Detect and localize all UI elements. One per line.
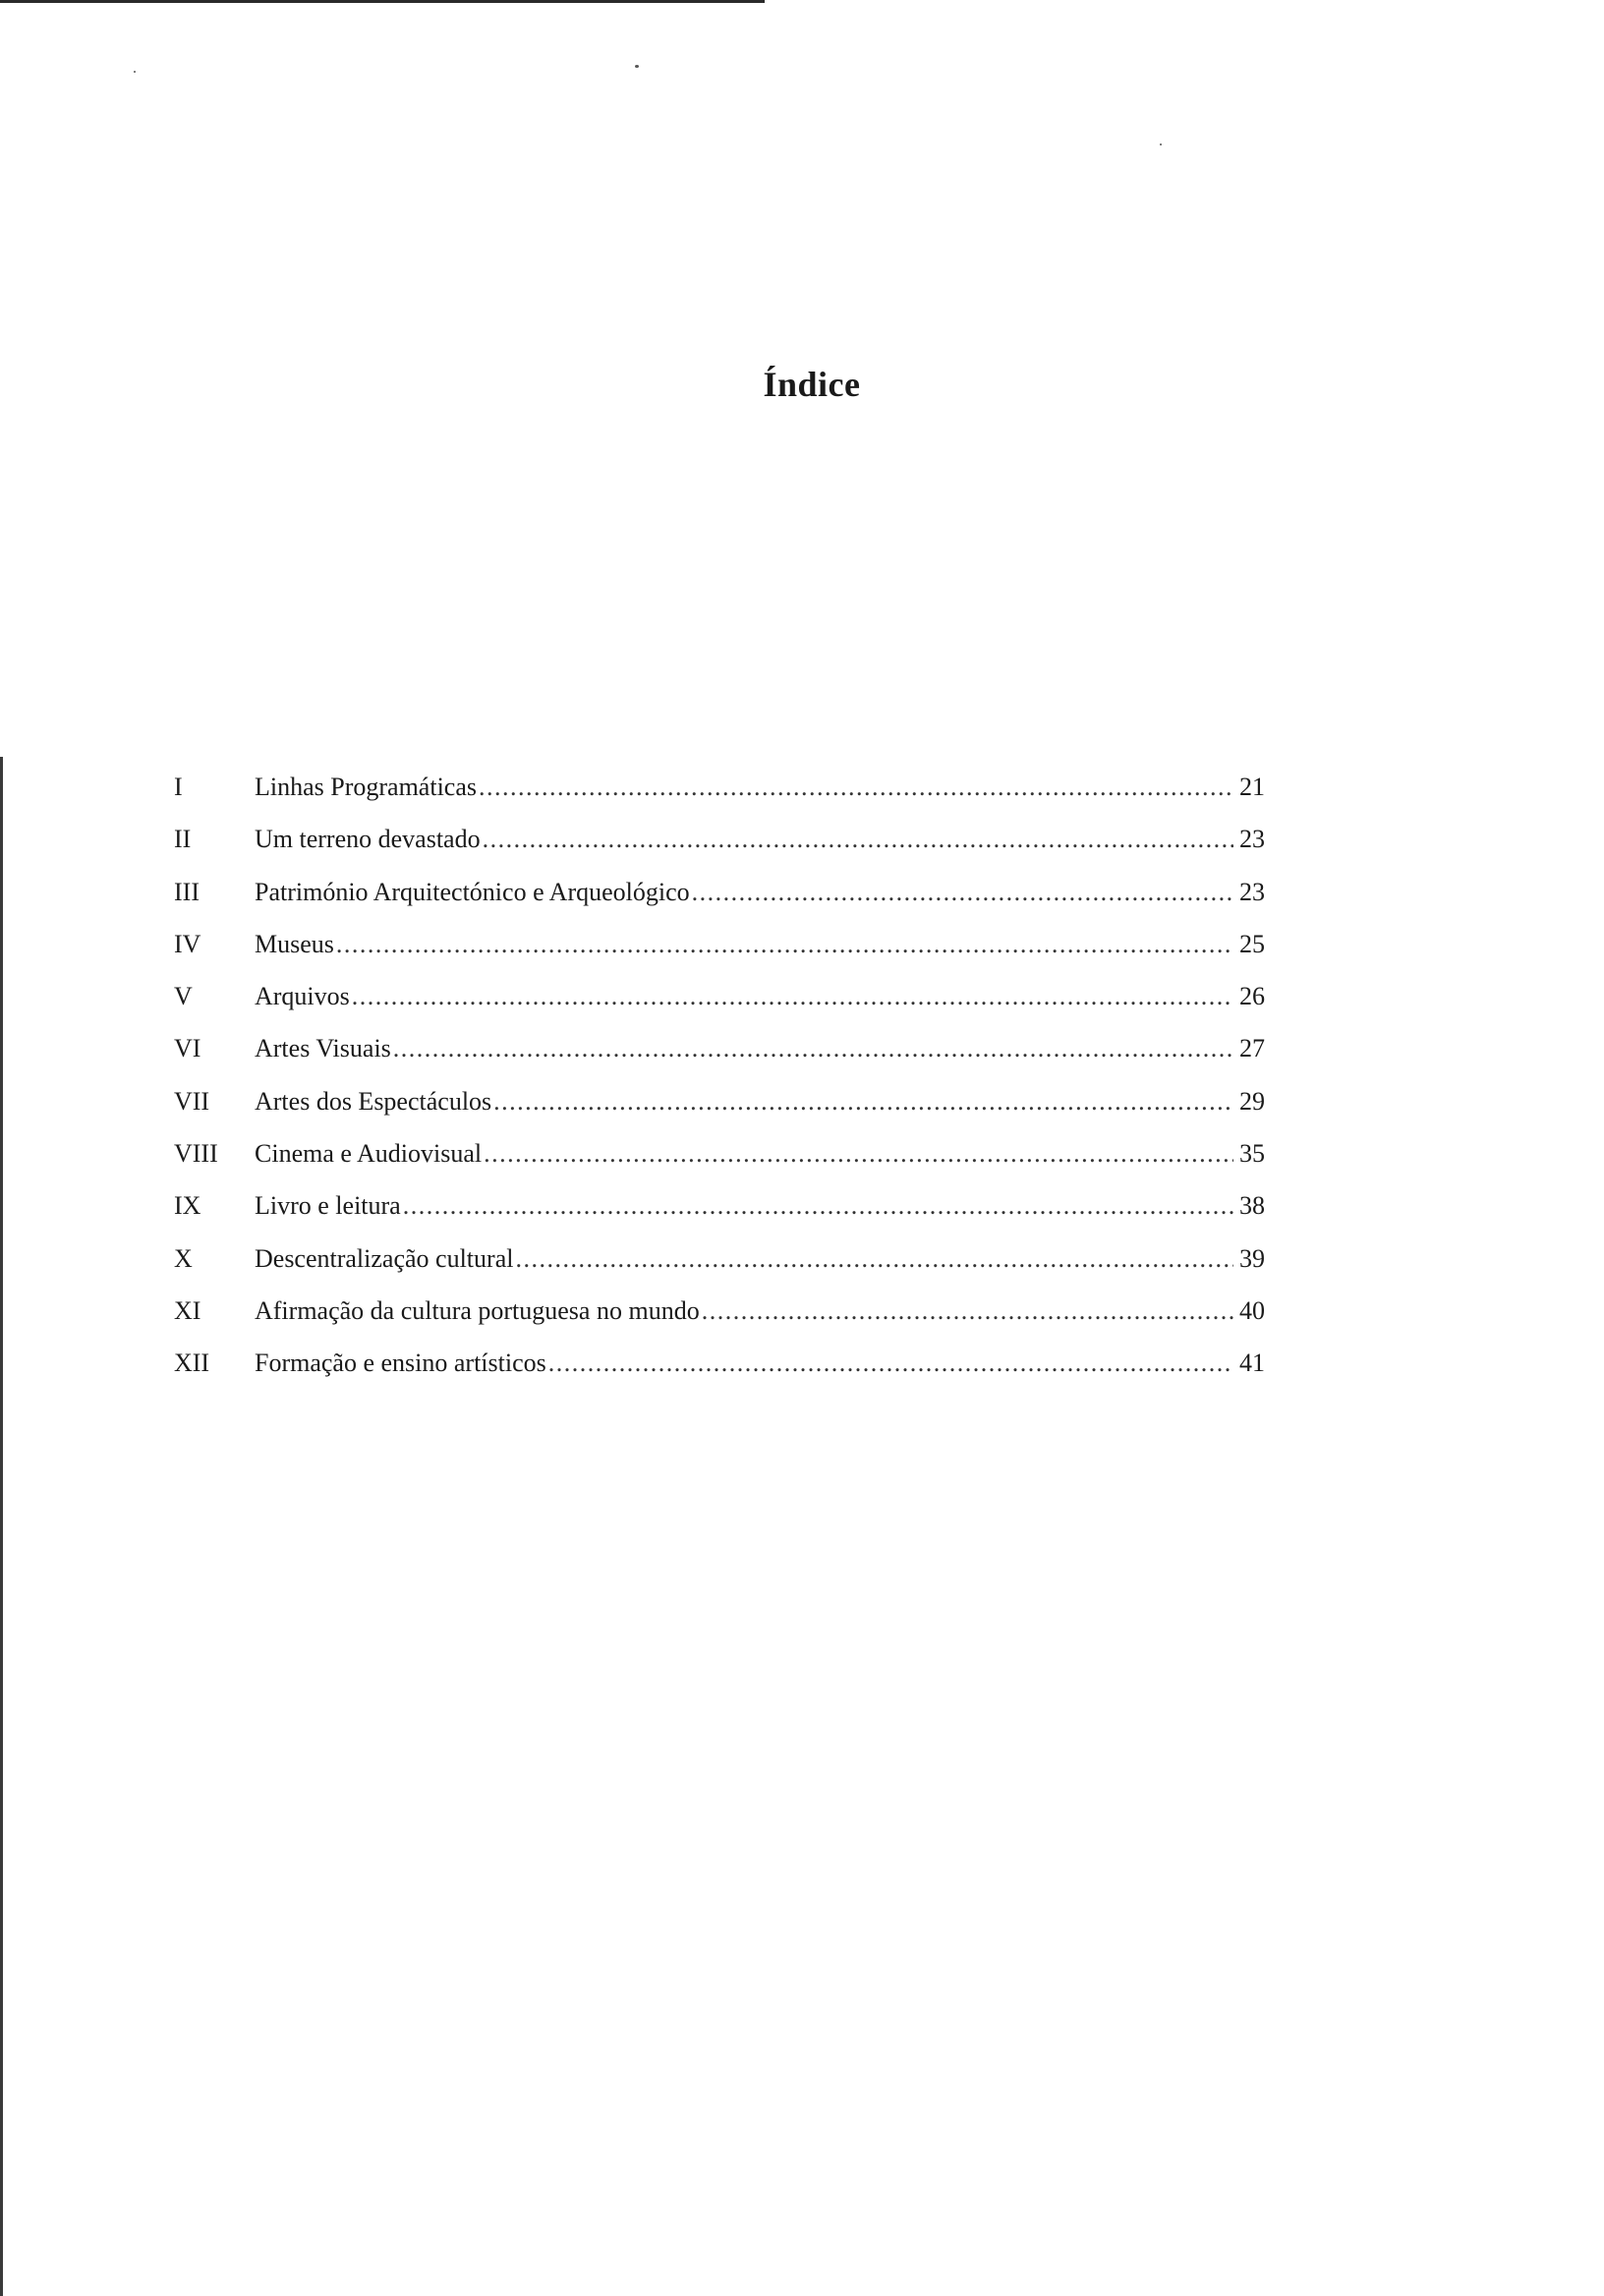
toc-chapter-numeral: IX <box>174 1191 201 1221</box>
toc-page-number: 23 <box>1239 877 1265 906</box>
scan-top-edge-line <box>0 0 765 3</box>
toc-chapter-title: Livro e leitura <box>255 1191 401 1221</box>
toc-chapter-title: Cinema e Audiovisual <box>255 1139 483 1169</box>
scan-speck <box>134 71 136 73</box>
scan-left-edge-line <box>0 757 3 2296</box>
toc-dot-leader <box>403 1190 1233 1222</box>
toc-chapter-numeral: XI <box>174 1295 201 1325</box>
toc-entry <box>174 1086 1265 1138</box>
toc-dot-leader <box>692 877 1233 908</box>
toc-chapter-title: Formação e ensino artísticos <box>255 1349 546 1378</box>
toc-entry <box>174 772 1265 824</box>
toc-entry <box>174 1348 1265 1400</box>
toc-dot-leader <box>393 1033 1233 1064</box>
toc-dot-leader <box>493 1086 1233 1118</box>
toc-chapter-numeral: II <box>174 825 192 854</box>
toc-page-number: 26 <box>1239 982 1265 1011</box>
toc-chapter-title: Descentralização cultural <box>255 1243 514 1273</box>
toc-page-number: 27 <box>1239 1034 1265 1063</box>
toc-chapter-title: Linhas Programáticas <box>255 773 477 801</box>
toc-dot-leader <box>479 772 1233 803</box>
scan-speck <box>1160 144 1162 145</box>
toc-dot-leader <box>483 824 1233 855</box>
toc-chapter-numeral: X <box>174 1243 193 1273</box>
toc-entry <box>174 1138 1265 1190</box>
toc-dot-leader <box>548 1348 1233 1379</box>
toc-chapter-numeral: VI <box>174 1034 201 1063</box>
toc-page-number: 21 <box>1239 773 1265 801</box>
toc-entry <box>174 1033 1265 1085</box>
toc-chapter-numeral: IV <box>174 929 201 958</box>
toc-chapter-title: Património Arquitectónico e Arqueológico <box>255 877 690 906</box>
toc-chapter-title: Um terreno devastado <box>255 825 481 854</box>
toc-page-number: 35 <box>1239 1139 1265 1169</box>
toc-chapter-numeral: VIII <box>174 1139 218 1169</box>
toc-page-number: 25 <box>1239 929 1265 958</box>
toc-dot-leader <box>336 929 1233 960</box>
toc-entry <box>174 877 1265 929</box>
toc-chapter-title: Arquivos <box>255 982 350 1011</box>
toc-entry <box>174 1295 1265 1348</box>
table-of-contents <box>174 772 1265 1401</box>
toc-page-number: 29 <box>1239 1086 1265 1116</box>
toc-chapter-title: Afirmação da cultura portuguesa no mundo <box>255 1295 700 1325</box>
toc-chapter-title: Artes dos Espectáculos <box>255 1086 492 1116</box>
toc-dot-leader <box>515 1243 1233 1275</box>
toc-page-number: 39 <box>1239 1243 1265 1273</box>
toc-page-number: 41 <box>1239 1349 1265 1378</box>
toc-page-number: 40 <box>1239 1295 1265 1325</box>
toc-chapter-numeral: III <box>174 877 200 906</box>
toc-dot-leader <box>484 1138 1233 1170</box>
toc-dot-leader <box>702 1295 1233 1327</box>
scan-speck <box>635 65 639 68</box>
toc-chapter-title: Artes Visuais <box>255 1034 391 1063</box>
toc-chapter-numeral: I <box>174 773 183 801</box>
toc-page-number: 38 <box>1239 1191 1265 1221</box>
toc-entry <box>174 824 1265 876</box>
toc-entry <box>174 929 1265 981</box>
toc-chapter-title: Museus <box>255 929 334 958</box>
toc-page-number: 23 <box>1239 825 1265 854</box>
toc-chapter-numeral: XII <box>174 1349 210 1378</box>
toc-chapter-numeral: VII <box>174 1086 210 1116</box>
page-title: Índice <box>763 365 861 404</box>
toc-entry <box>174 1243 1265 1295</box>
toc-entry <box>174 1190 1265 1242</box>
toc-entry <box>174 981 1265 1033</box>
toc-chapter-numeral: V <box>174 982 193 1011</box>
toc-dot-leader <box>352 981 1233 1012</box>
